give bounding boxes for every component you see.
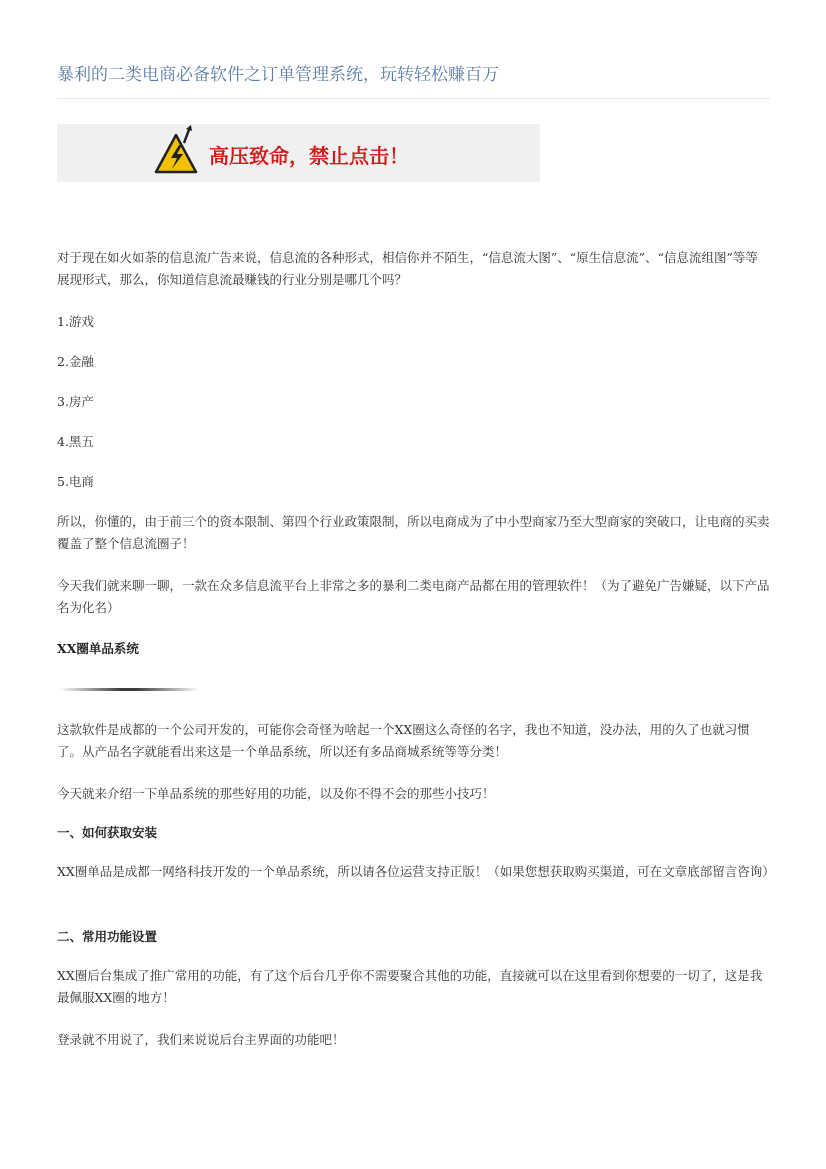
paragraph-install: XX圈单品是成都一网络科技开发的一个单品系统，所以请各位运营支持正版！（如果您想获取购买渠道，可在文章底部留言咨询） — [57, 864, 775, 879]
paragraph-after-list: 所以，你懂的，由于前三个的资本限制、第四个行业政策限制，所以电商成为了中小型商家乃至大型商家的突破口，让电商的买卖覆盖了整个信息流圈子！ — [57, 514, 770, 551]
list-item-3: 3.房产 — [57, 394, 94, 409]
heading-system: XX圈单品系统 — [57, 641, 139, 656]
list-item-4: 4.黑五 — [57, 434, 94, 449]
paragraph-intro-features: 今天就来介绍一下单品系统的那些好用的功能，以及你不得不会的那些小技巧！ — [57, 786, 495, 801]
warning-banner[interactable] — [57, 124, 540, 182]
paragraph-functions: XX圈后台集成了推广常用的功能，有了这个后台几乎你不需要聚合其他的功能，直接就可以在这里看到你想要的一切了，这是我最佩服XX圈的地方！ — [57, 968, 763, 1005]
article-title[interactable]: 暴利的二类电商必备软件之订单管理系统，玩转轻松赚百万 — [57, 65, 499, 85]
section-divider — [59, 688, 199, 691]
list-item-1: 1.游戏 — [57, 314, 94, 329]
paragraph-software: 这款软件是成都的一个公司开发的，可能你会奇怪为啥起一个XX圈这么奇怪的名字，我也不知道，没办法，用的久了也就习惯了。从产品名字就能看出来这是一个单品系统，所以还有多品商城系统等等分类！ — [57, 722, 750, 759]
heading-functions: 二、常用功能设置 — [57, 929, 158, 944]
paragraph-intro: 对于现在如火如荼的信息流广告来说，信息流的各种形式，相信你并不陌生，“信息流大图”、“原生信息流”、“信息流组图”等等展现形式，那么，你知道信息流最赚钱的行业分别是哪几个吗？ — [57, 250, 758, 287]
paragraph-today: 今天我们就来聊一聊，一款在众多信息流平台上非常之多的暴利二类电商产品都在用的管理软件！（为了避免广告嫌疑，以下产品名为化名） — [57, 578, 770, 615]
warning-banner-text: 高压致命，禁止点击！ — [209, 144, 409, 168]
list-item-2: 2.金融 — [57, 354, 94, 369]
heading-install: 一、如何获取安装 — [57, 825, 158, 840]
list-item-5: 5.电商 — [57, 474, 94, 489]
paragraph-login: 登录就不用说了，我们来说说后台主界面的功能吧！ — [57, 1032, 345, 1047]
title-divider — [57, 98, 770, 99]
high-voltage-warning-icon — [154, 125, 198, 175]
